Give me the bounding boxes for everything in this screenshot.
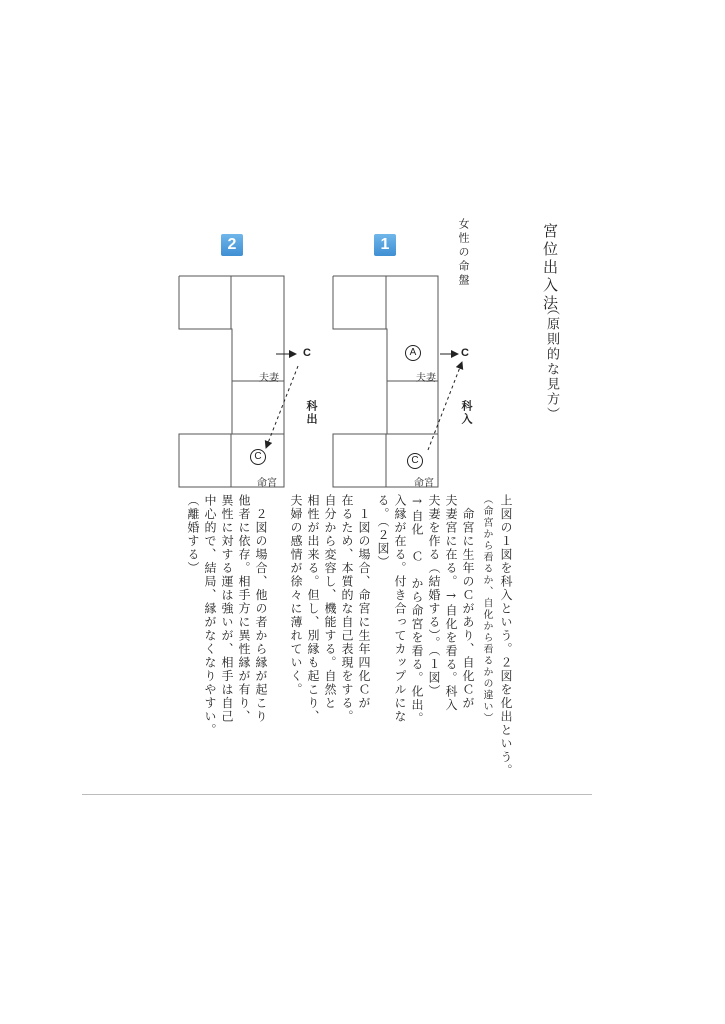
body-line: 夫妻を作る（結婚する）。（１図） bbox=[427, 494, 441, 698]
chart-1-badge: 1 bbox=[374, 234, 396, 256]
body-line: （離婚する） bbox=[186, 494, 200, 575]
body-line: 自分から変容し、機能する。自然と bbox=[323, 494, 337, 710]
body-line: 相性が出来る。但し、別縁も起こり、 bbox=[306, 494, 320, 724]
chart-1-label-fusai: 夫妻 bbox=[416, 373, 436, 384]
body-line: 異性に対する運は強いが、相手は自己 bbox=[220, 494, 234, 724]
page-subtitle: （原則的な見方） bbox=[544, 302, 559, 422]
chart-title: 女性の命盤 bbox=[457, 218, 470, 288]
chart-1-ke-label: 科入 bbox=[460, 400, 473, 426]
body-line: 入縁が在る。付き合ってカップルにな bbox=[393, 494, 407, 724]
chart-1-marker-c: C bbox=[407, 453, 423, 469]
body-line: 在るため、本質的な自己表現をする。 bbox=[340, 494, 354, 724]
body-line: る。（２図） bbox=[376, 494, 390, 569]
body-line: ２図の場合、他の者から縁が起こり bbox=[254, 494, 268, 724]
chart-1-target-c: C bbox=[461, 347, 469, 359]
body-line: 他者に依存。相手方に異性縁が有り、 bbox=[237, 494, 251, 724]
chart-2-label-fusai: 夫妻 bbox=[259, 373, 279, 384]
chart-2-ke-label: 科出 bbox=[305, 400, 318, 426]
body-line: １図の場合、命宮に生年四化Ｃが bbox=[357, 494, 371, 710]
chart-1-marker-a: A bbox=[405, 345, 421, 361]
chart-2-badge: 2 bbox=[221, 234, 243, 256]
chart-1-label-meikyu: 命宮 bbox=[414, 478, 434, 489]
chart-2-target-c: C bbox=[303, 347, 311, 359]
chart-2-label-meikyu: 命宮 bbox=[257, 478, 277, 489]
body-line: 夫婦の感情が徐々に薄れていく。 bbox=[289, 494, 303, 697]
horizontal-rule bbox=[82, 794, 592, 795]
body-line: （命宮から看るか、自化から看るかの違い） bbox=[481, 494, 492, 724]
body-line: 夫妻宮に在る。→自化を看る。科入 bbox=[444, 494, 458, 712]
body-line: 命宮に生年のＣがあり、自化Ｃが bbox=[461, 494, 475, 710]
body-line: 上図の１図を科入という。２図を化出という。 bbox=[499, 494, 513, 778]
body-line: 中心的で、結局、縁がなくなりやすい。 bbox=[203, 494, 217, 737]
body-line: →自化 Ｃ から命宮を看る。化出。 bbox=[410, 494, 424, 726]
page-title: 宮位出入法 bbox=[541, 223, 559, 313]
chart-2-marker-c: C bbox=[250, 449, 266, 465]
